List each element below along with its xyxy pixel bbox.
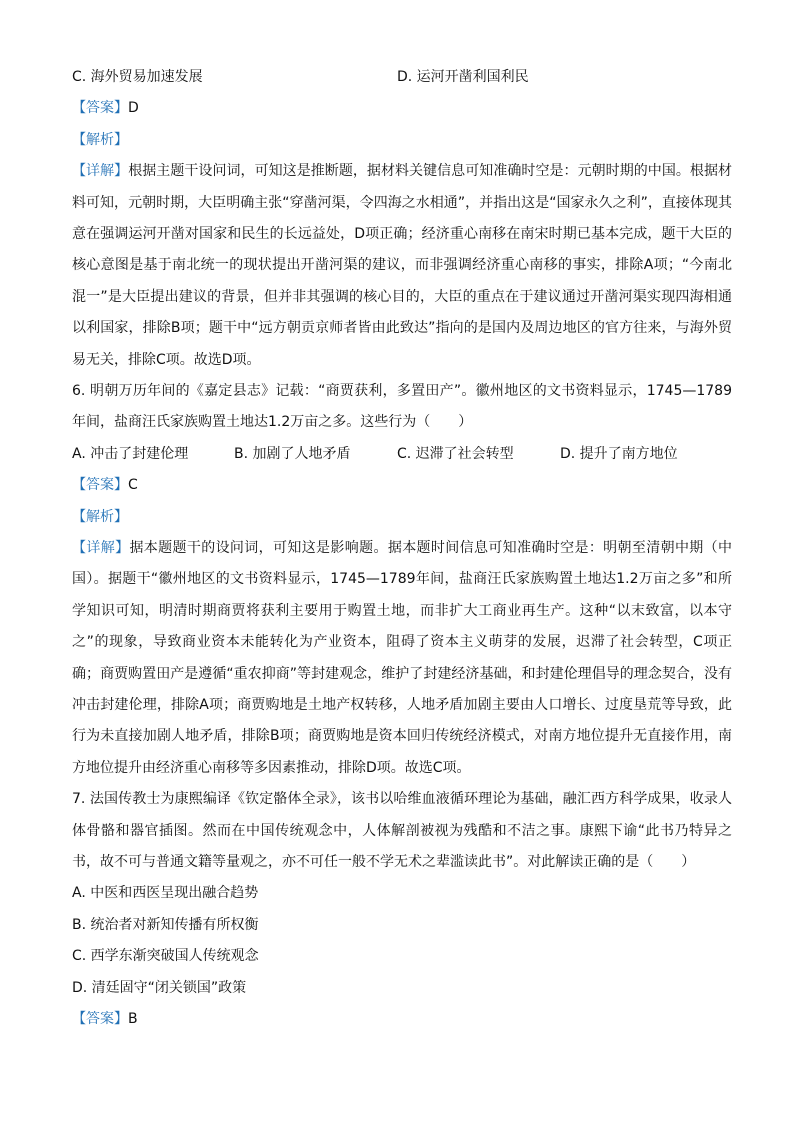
q7-answer xyxy=(72,1004,732,1035)
q6-stem: 6. 明朝万历年间的《嘉定县志》记载：“商贾获利，多置田产”。徽州地区的文书资料显示，1745—1789年间，盐商汪氏家族购置土地达1.2万亩之多。这些行为（ ） xyxy=(72,383,732,431)
q6-answer xyxy=(72,470,732,501)
answer-label: 【答案】 xyxy=(72,1011,128,1028)
detail-label: 【详解】 xyxy=(72,163,129,180)
answer-label: 【答案】 xyxy=(72,477,128,494)
q7-option-b: B. 统治者对新知传播有所权衡 xyxy=(72,916,259,933)
q6-detail xyxy=(72,533,732,784)
q6-option-a: A. 冲击了封建伦理 xyxy=(72,445,189,462)
analysis-label: 【解析】 xyxy=(72,131,128,148)
detail-text: 根据主题干设问词，可知这是推断题，据材料关键信息可知准确时空是：元朝时期的中国。根据材料可知，元朝时期，大臣明确主张“穿凿河渠，令四海之水相通”，并指出这是“国家永久之利”，直接体现其意在强调运河开凿对国家和民生的长远益处，D项正确；经济重心南移在南宋时期已基本完成，题干大臣的核心意图是基于南北统一的现状提出开凿河渠的建议，而非强调经济重心南移的事实，排除A项；“今南北混一”是大臣提出建议的背景，但并非其强调的核心目的，大臣的重点在于建议通过开凿河渠实现四海相通以利国家，排除B项；题干中“远方朝贡京师者皆由此致达”指向的是国内及周边地区的官方往来，与海外贸易无关，排除C项。故选D项。 xyxy=(72,163,733,368)
q6-option-d: D. 提升了南方地位 xyxy=(560,445,678,462)
analysis-label: 【解析】 xyxy=(72,508,128,525)
q5-answer xyxy=(72,93,732,124)
q5-option-c: C. 海外贸易加速发展 xyxy=(72,69,203,85)
q6-analysis-heading xyxy=(72,502,732,533)
detail-label: 【详解】 xyxy=(72,540,130,556)
answer-value: B xyxy=(128,1011,138,1028)
detail-text: 据本题题干的设问词，可知这是影响题。据本题时间信息可知准确时空是：明朝至清朝中期（中国）。据题干“徽州地区的文书资料显示，1745—1789年间，盐商汪氏家族购置土地达1.2万亩之多”和所学知识可知，明清时期商贾将获利主要用于购置土地，而非扩大工商业再生产。这种“以末致富，以本守之”的现象，导致商业资本未能转化为产业资本，阻碍了资本主义萌芽的发展，迟滞了社会转型，C项正确；商贾购置田产是遵循“重农抑商”等封建观念，维护了封建经济基础，和封建伦理倡导的理念契合，没有冲击封建伦理，排除A项；商贾购地是土地产权转移，人地矛盾加剧主要由人口增长、过度垦荒等导致，此行为未直接加剧人地矛盾，排除B项；商贾购地是资本回归传统经济模式，对南方地位提升无直接作用，南方地位提升由经济重心南移等多因素推动，排除D项。故选C项。 xyxy=(72,540,733,776)
q7-option-c: C. 西学东渐突破国人传统观念 xyxy=(72,948,259,965)
q7-stem: 7. 法国传教士为康熙编译《钦定骼体全录》，该书以哈维血液循环理论为基础，融汇西方科学成果，收录人体骨骼和器官插图。然而在中国传统观念中，人体解剖被视为残酷和不洁之事。康熙下谕“此书乃特异之书，故不可与普通文籍等量观之，亦不可任一般不学无术之辈滥读此书”。对此解读正确的是（ ） xyxy=(72,791,732,871)
document-page xyxy=(72,62,732,1035)
q5-option-d: D. 运河开凿利国利民 xyxy=(397,69,529,85)
answer-label: 【答案】 xyxy=(72,100,128,117)
q6-option-b: B. 加剧了人地矛盾 xyxy=(234,445,351,462)
q5-options-row xyxy=(72,62,732,93)
q5-detail xyxy=(72,156,732,376)
answer-value: D xyxy=(128,100,139,117)
q7-option-a: A. 中医和西医呈现出融合趋势 xyxy=(72,885,259,902)
q5-analysis-heading xyxy=(72,125,732,156)
q7-option-d: D. 清廷固守“闭关锁国”政策 xyxy=(72,979,247,996)
q6-options-row xyxy=(72,439,732,470)
q6-option-c: C. 迟滞了社会转型 xyxy=(397,445,514,462)
answer-value: C xyxy=(128,477,138,494)
